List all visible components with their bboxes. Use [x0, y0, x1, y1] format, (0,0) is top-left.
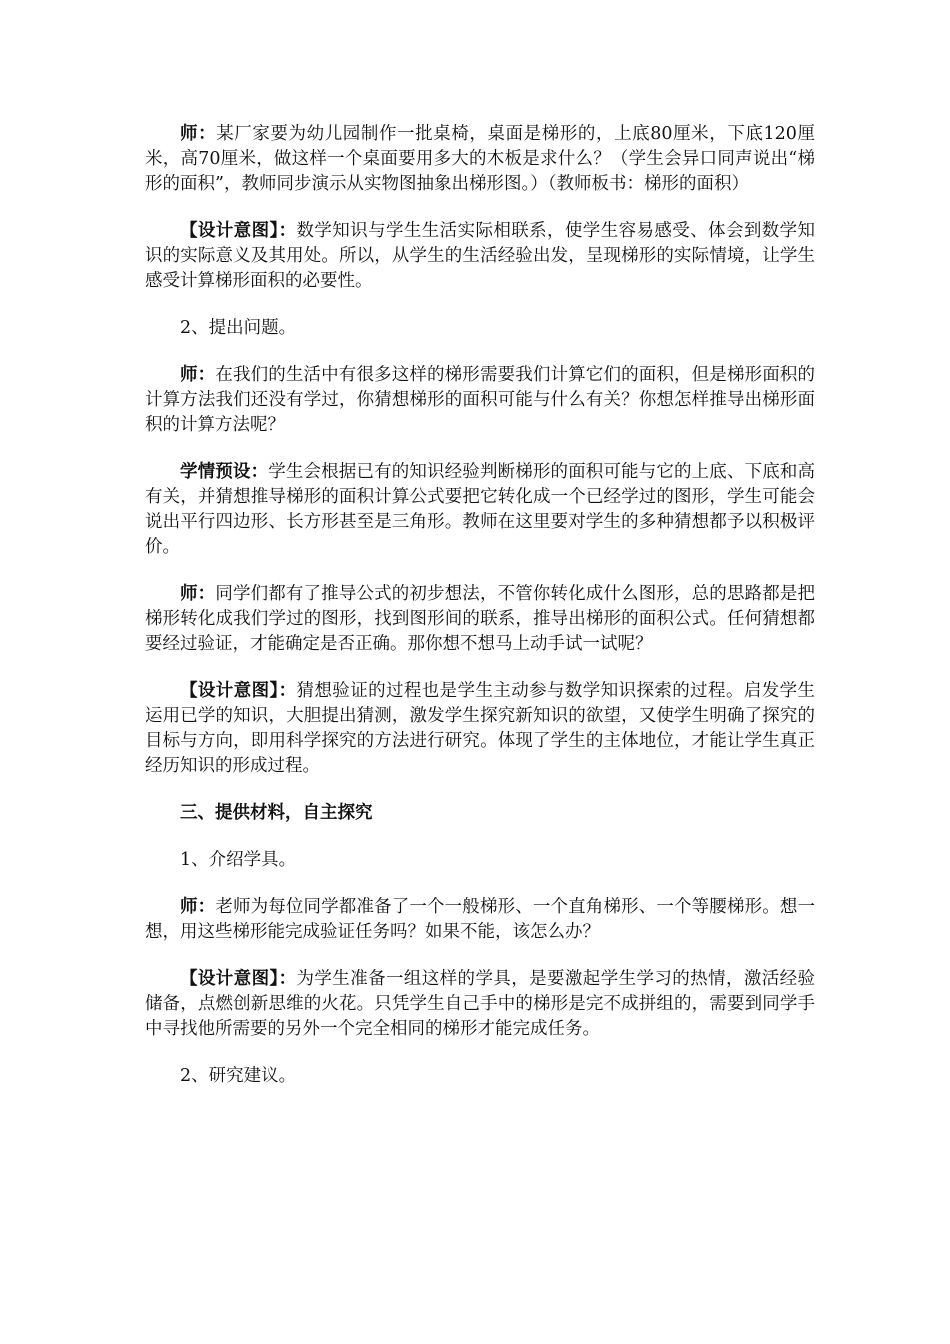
- label-separator: ：: [250, 462, 269, 482]
- label-separator: ：: [197, 897, 216, 917]
- paragraph-text: 在我们的生活中有很多这样的梯形需要我们计算它们的面积，但是梯形面积的计算方法我们还没有学过，你猜想梯形的面积可能与什么有关？你想怎样推导出梯形面积的计算方法呢？: [145, 365, 816, 435]
- design-intent-label: 【设计意图】: [180, 969, 279, 989]
- design-intent-label: 【设计意图】: [180, 681, 279, 701]
- paragraph-text: 同学们都有了推导公式的初步想法，不管你转化成什么图形，总的思路都是把梯形转化成我们学过的图形，找到图形间的联系，推导出梯形的面积公式。任何猜想都要经过验证，才能确定是否正确。那你想不想马上动手试一试呢？: [145, 584, 816, 654]
- label-separator: ：: [278, 221, 297, 241]
- design-intent-label: 【设计意图】: [180, 221, 279, 241]
- paragraph-teacher-formula: [145, 582, 815, 657]
- paragraph-text: 猜想验证的过程也是学生主动参与数学知识探索的过程。启发学生运用已学的知识，大胆提出猜测，激发学生探究新知识的欲望，又使学生明确了探究的目标与方向，即用科学探究的方法进行研究。体现了学生的主体地位，才能让学生真正经历知识的形成过程。: [145, 681, 816, 776]
- paragraph-teacher-tools: [145, 895, 815, 945]
- section-heading-text: 三、提供材料，自主探究: [180, 803, 373, 823]
- speaker-label: 师: [180, 897, 198, 917]
- paragraph-text: 老师为每位同学都准备了一个一般梯形、一个直角梯形、一个等腰梯形。想一想，用这些梯形能完成验证任务吗？如果不能，该怎么办？: [145, 897, 816, 942]
- speaker-label: 师: [180, 365, 198, 385]
- paragraph-teacher-question: [145, 363, 815, 438]
- label-separator: ：: [197, 584, 216, 604]
- label-separator: ：: [198, 124, 217, 144]
- section-heading: [145, 801, 815, 826]
- label-separator: ：: [278, 681, 297, 701]
- section-step-research-suggestion: [145, 1064, 815, 1089]
- paragraph-text: 数学知识与学生生活实际相联系，使学生容易感受、体会到数学知识的实际意义及其用处。所以，从学生的生活经验出发，呈现梯形的实际情境，让学生感受计算梯形面积的必要性。: [145, 221, 816, 291]
- paragraph-text: 为学生准备一组这样的学具，是要激起学生学习的热情，激活经验储备，点燃创新思维的火花。只凭学生自己手中的梯形是完不成拼组的，需要到同学手中寻找他所需要的另外一个完全相同的梯形才能完成任务。: [145, 969, 816, 1039]
- paragraph-design-intent: [145, 967, 815, 1042]
- paragraph-text: 某厂家要为幼儿园制作一批桌椅，桌面是梯形的，上底80厘米，下底120厘米，高70厘米，做这样一个桌面要用多大的木板是求什么？（学生会异口同声说出“梯形的面积”，教师同步演示从实物图抽象出梯形图。）（教师板书：梯形的面积）: [145, 124, 816, 194]
- label-separator: ：: [197, 365, 216, 385]
- section-step-introduce-tools: [145, 848, 815, 873]
- paragraph-design-intent: [145, 679, 815, 779]
- paragraph-student-preset: [145, 460, 815, 560]
- speaker-label: 师: [180, 584, 198, 604]
- paragraph-text: 2、研究建议。: [180, 1066, 297, 1086]
- paragraph-design-intent: [145, 219, 815, 294]
- speaker-label: 师: [180, 124, 199, 144]
- paragraph-teacher-intro: [145, 122, 815, 197]
- paragraph-text: 学生会根据已有的知识经验判断梯形的面积可能与它的上底、下底和高有关，并猜想推导梯形的面积计算公式要把它转化成一个已经学过的图形，学生可能会说出平行四边形、长方形甚至是三角形。教师在这里要对学生的多种猜想都予以积极评价。: [145, 462, 816, 557]
- document-page: [145, 122, 815, 1111]
- section-step-raise-question: [145, 316, 815, 341]
- paragraph-text: 1、介绍学具。: [180, 850, 297, 870]
- preset-label: 学情预设: [180, 462, 251, 482]
- paragraph-text: 2、提出问题。: [180, 318, 297, 338]
- label-separator: ：: [278, 969, 297, 989]
